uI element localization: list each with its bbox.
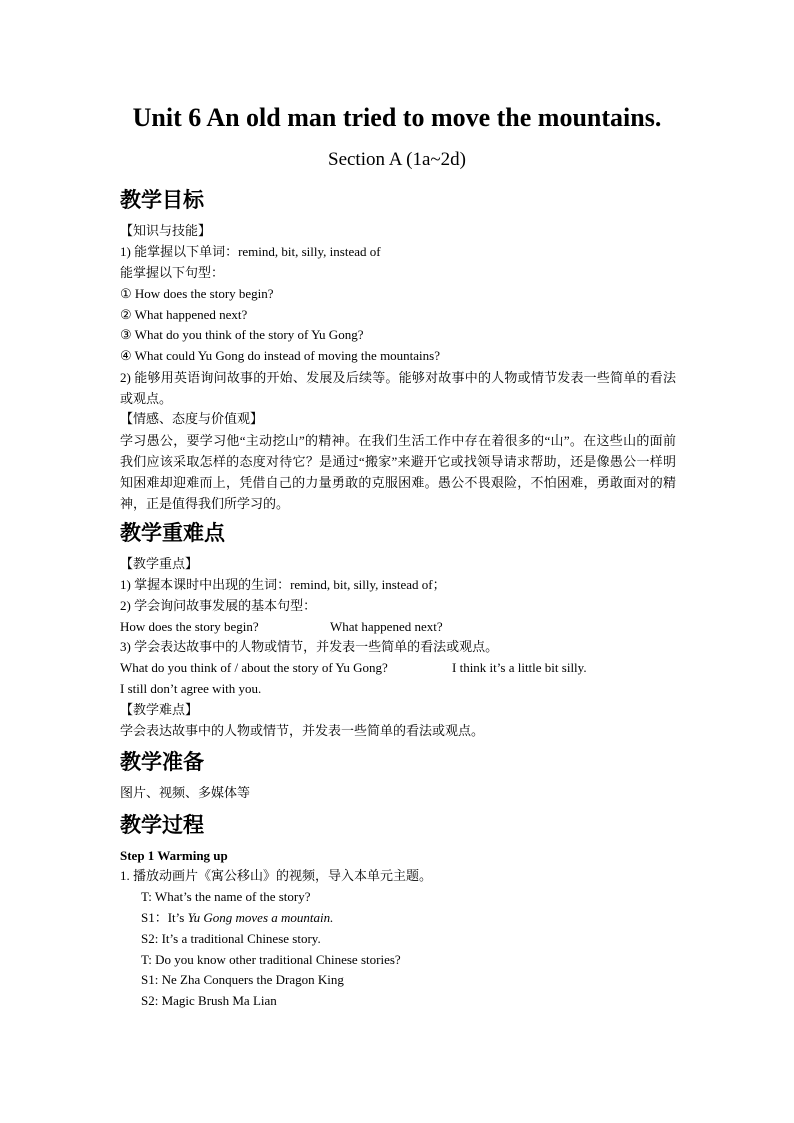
key-point-3: 3) 学会表达故事中的人物或情节，并发表一些简单的看法或观点。: [120, 639, 499, 654]
heading-key-points: 教学重难点: [120, 521, 225, 545]
key-point-2-question-b: What happened next?: [330, 619, 443, 634]
sentence-pattern-3: ③ What do you think of the story of Yu Gong?: [120, 327, 364, 342]
sentence-pattern-4: ④ What could Yu Gong do instead of moving the mountains?: [120, 348, 440, 363]
goal-line-2: 能掌握以下句型：: [120, 265, 225, 280]
emotion-label: 【情感、态度与价值观】: [120, 411, 264, 426]
heading-preparation: 教学准备: [120, 750, 204, 774]
goal-line-3: 2) 能够用英语询问故事的开始、发展及后续等。能够对故事中的人物或情节发表一些简单的看法或观点。: [120, 370, 676, 406]
document-title: Unit 6 An old man tried to move the mountains.: [132, 103, 662, 132]
sentence-pattern-2: ② What happened next?: [120, 307, 248, 322]
dialogue-line-2: [141, 908, 333, 928]
key-label: 【教学重点】: [120, 556, 199, 571]
difficulty-label: 【教学难点】: [120, 702, 199, 717]
dialogue-line-5: S1: Ne Zha Conquers the Dragon King: [141, 972, 344, 987]
key-point-3-answer: I think it’s a little bit silly.: [452, 660, 587, 675]
key-point-2: 2) 学会询问故事发展的基本句型：: [120, 598, 317, 613]
heading-teaching-goals: 教学目标: [120, 188, 204, 212]
dialogue-line-1: T: What’s the name of the story?: [141, 889, 311, 904]
dialogue-line-2-story-title: Yu Gong moves a mountain.: [187, 910, 334, 925]
emotion-paragraph: 学习愚公，要学习他“主动挖山”的精神。在我们生活工作中存在着很多的“山”。在这些山的面前我们应该采取怎样的态度对待它？是通过“搬家”来避开它或找领导请求帮助，还是像愚公一样明知困难却迎难而上，凭借自己的力量勇敢的克服困难。愚公不畏艰险，不怕困难，勇敢面对的精神，正是值得我们所学习的。: [120, 433, 676, 511]
sentence-pattern-1: ① How does the story begin?: [120, 286, 274, 301]
dialogue-line-3: S2: It’s a traditional Chinese story.: [141, 931, 321, 946]
goal-line-1: 1) 能掌握以下单词：remind, bit, silly, instead of: [120, 244, 381, 259]
key-point-1: 1) 掌握本课时中出现的生词：remind, bit, silly, instead of；: [120, 577, 446, 592]
dialogue-line-2-speaker: S1：It’s: [141, 910, 188, 925]
key-point-3-reply: I still don’t agree with you.: [120, 681, 262, 696]
document-subtitle: Section A (1a~2d): [328, 149, 466, 170]
key-point-2-question-a: How does the story begin?: [120, 619, 259, 634]
dialogue-line-6: S2: Magic Brush Ma Lian: [141, 993, 277, 1008]
difficulty-text: 学会表达故事中的人物或情节，并发表一些简单的看法或观点。: [120, 723, 485, 738]
knowledge-label: 【知识与技能】: [120, 223, 212, 238]
preparation-text: 图片、视频、多媒体等: [120, 785, 251, 800]
step-1-item-1: 1. 播放动画片《寓公移山》的视频，导入本单元主题。: [120, 868, 433, 883]
heading-process: 教学过程: [120, 813, 204, 837]
dialogue-line-4: T: Do you know other traditional Chinese stories?: [141, 952, 401, 967]
key-point-3-question: What do you think of / about the story of Yu Gong?: [120, 660, 388, 675]
step-1-title: Step 1 Warming up: [120, 848, 228, 863]
